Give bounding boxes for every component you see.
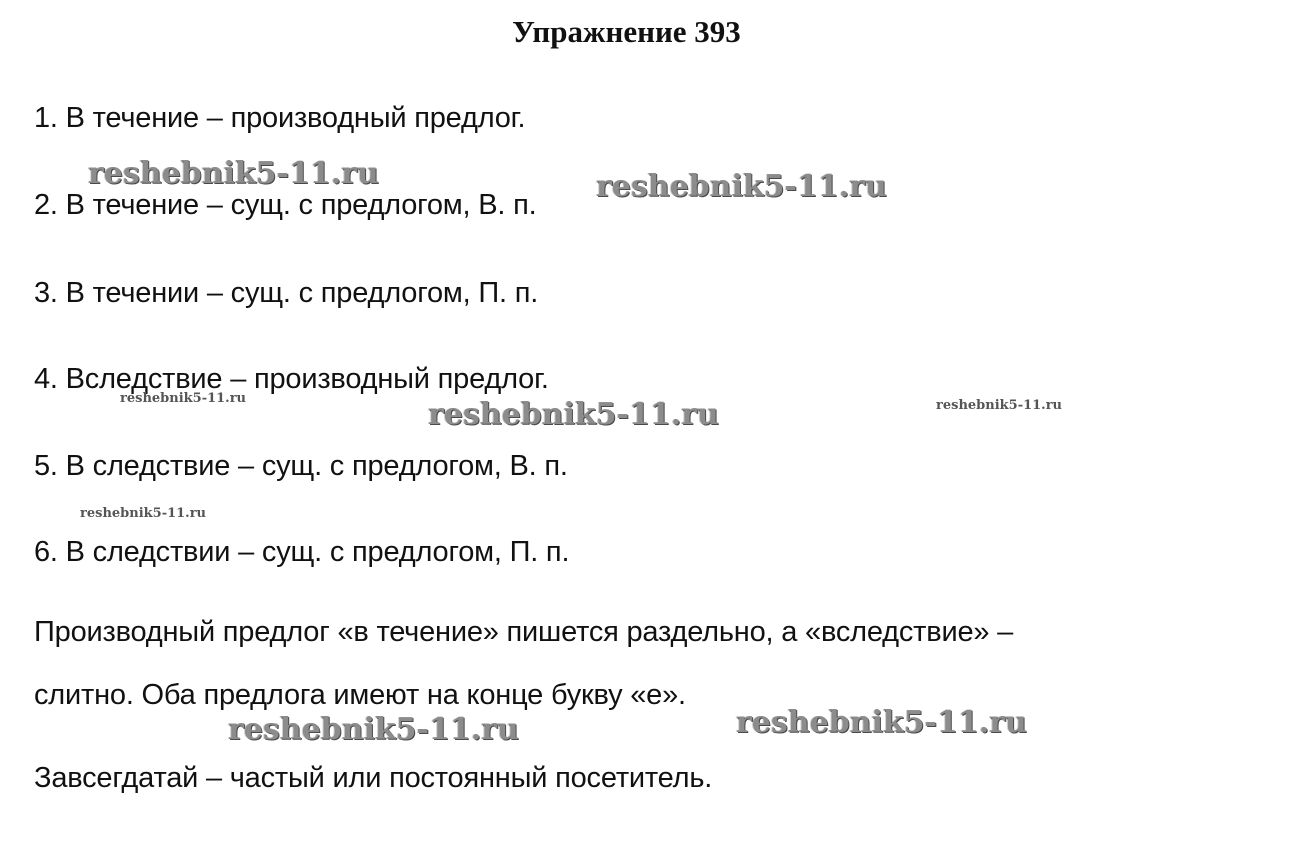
answer-item-4: 4. Вследствие – производный предлог.: [34, 363, 549, 395]
watermark: reshebnik5-11.ru: [596, 169, 887, 204]
watermark: reshebnik5-11.ru: [88, 156, 379, 191]
explanation-line-1: Производный предлог «в течение» пишется раздельно, а «вследствие» –: [34, 616, 1014, 648]
answer-item-5: 5. В следствие – сущ. с предлогом, В. п.: [34, 450, 568, 482]
watermark: reshebnik5-11.ru: [228, 712, 519, 747]
watermark: reshebnik5-11.ru: [736, 705, 1027, 740]
definition-line: Завсегдатай – частый или постоянный посетитель.: [34, 762, 713, 794]
answer-item-6: 6. В следствии – сущ. с предлогом, П. п.: [34, 536, 570, 568]
answer-item-3: 3. В течении – сущ. с предлогом, П. п.: [34, 277, 539, 309]
watermark: reshebnik5-11.ru: [80, 506, 207, 521]
answer-item-2: 2. В течение – сущ. с предлогом, В. п.: [34, 189, 537, 221]
explanation-line-2: слитно. Оба предлога имеют на конце букву «е».: [34, 679, 686, 711]
watermark: reshebnik5-11.ru: [936, 398, 1063, 413]
answer-item-1: 1. В течение – производный предлог.: [34, 102, 526, 134]
watermark: reshebnik5-11.ru: [428, 397, 719, 432]
watermark: reshebnik5-11.ru: [120, 391, 247, 406]
exercise-title: Упражнение 393: [512, 14, 741, 49]
